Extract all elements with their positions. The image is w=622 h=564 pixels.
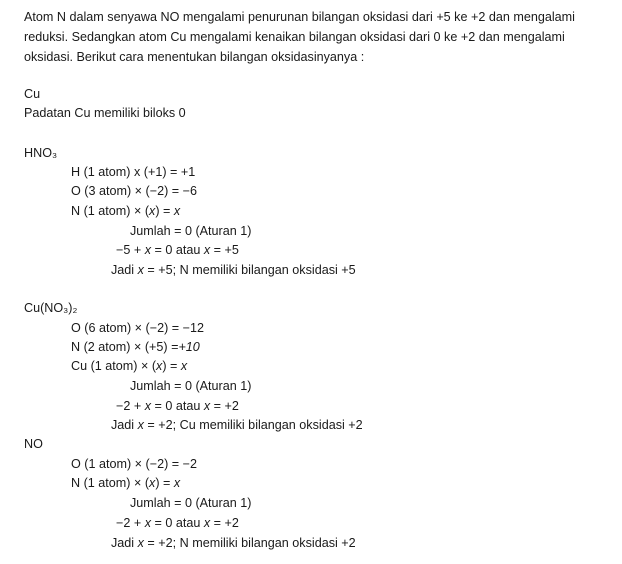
hno3-n-row <box>71 205 180 218</box>
cuno3-cu-row-var: x <box>156 359 163 373</box>
hno3-jumlah: Jumlah = 0 (Aturan 1) <box>130 224 252 238</box>
cuno3-jadi-var: x <box>137 418 144 432</box>
no-equation <box>116 517 239 530</box>
cuno3-jadi-end: = +2; Cu memiliki bilangan oksidasi +2 <box>143 418 363 432</box>
hno3-jadi-end: = +5; N memiliki bilangan oksidasi +5 <box>143 263 356 277</box>
cuno3-o-row: O (6 atom) × (−2) = −12 <box>71 321 204 335</box>
cuno3-n-row <box>71 341 200 354</box>
no-conclusion <box>111 537 356 550</box>
no-jadi-prefix: Jadi <box>111 536 138 550</box>
hno3-equation <box>116 244 239 257</box>
no-jadi-var: x <box>137 536 144 550</box>
no-heading: NO <box>24 437 43 451</box>
cuno3-eq-var: x <box>144 399 152 413</box>
cuno3-cu-row-end: x <box>180 359 188 373</box>
no-o-row: O (1 atom) × (−2) = −2 <box>71 457 197 471</box>
cuno3-conclusion <box>111 419 363 432</box>
no-jadi-end: = +2; N memiliki bilangan oksidasi +2 <box>143 536 356 550</box>
cuno3-cu-row-mid: ) = <box>162 359 181 373</box>
no-eq-end: = +2 <box>210 516 239 530</box>
no-eq-prefix: −2 + <box>116 516 145 530</box>
hno3-n-row-prefix: N (1 atom) × ( <box>71 204 150 218</box>
hno3-n-row-end: x <box>173 204 181 218</box>
hno3-jadi-var: x <box>137 263 144 277</box>
hno3-jadi-prefix: Jadi <box>111 263 138 277</box>
no-n-row-var: x <box>149 476 156 490</box>
cuno3-eq-end: = +2 <box>210 399 239 413</box>
cuno3-jumlah: Jumlah = 0 (Aturan 1) <box>130 379 252 393</box>
hno3-eq-end: = +5 <box>210 243 239 257</box>
cuno3-jadi-prefix: Jadi <box>111 418 138 432</box>
cuno3-n-row-text: N (2 atom) × (+5) = <box>71 340 179 354</box>
cuno3-heading: Cu(NO₃)₂ <box>24 301 78 315</box>
cuno3-cu-row <box>71 360 187 373</box>
no-n-row-end: x <box>173 476 181 490</box>
hno3-n-row-mid: ) = <box>155 204 174 218</box>
intro-line-2: reduksi. Sedangkan atom Cu mengalami kenaikan bilangan oksidasi dari 0 ke +2 dan mengalami <box>24 30 565 44</box>
no-jumlah: Jumlah = 0 (Aturan 1) <box>130 496 252 510</box>
cuno3-eq-var2: x <box>203 399 211 413</box>
cuno3-eq-mid: = 0 atau <box>151 399 204 413</box>
intro-line-1: Atom N dalam senyawa NO mengalami penurunan bilangan oksidasi dari +5 ke +2 dan mengalami <box>24 10 575 24</box>
cuno3-cu-row-prefix: Cu (1 atom) × ( <box>71 359 157 373</box>
hno3-heading: HNO₃ <box>24 146 58 160</box>
no-n-row-mid: ) = <box>155 476 174 490</box>
hno3-eq-prefix: −5 + <box>116 243 145 257</box>
hno3-h-row: H (1 atom) x (+1) = +1 <box>71 165 196 179</box>
cuno3-n-row-val: +10 <box>178 340 200 354</box>
hno3-eq-var: x <box>144 243 152 257</box>
cu-statement: Padatan Cu memiliki biloks 0 <box>24 106 186 120</box>
hno3-n-row-var: x <box>149 204 156 218</box>
hno3-eq-mid: = 0 atau <box>151 243 204 257</box>
cu-heading: Cu <box>24 87 41 101</box>
no-eq-var2: x <box>203 516 211 530</box>
hno3-conclusion <box>111 264 356 277</box>
hno3-eq-var2: x <box>203 243 211 257</box>
no-n-row <box>71 477 180 490</box>
cuno3-eq-prefix: −2 + <box>116 399 145 413</box>
hno3-o-row: O (3 atom) × (−2) = −6 <box>71 184 197 198</box>
no-n-row-prefix: N (1 atom) × ( <box>71 476 150 490</box>
no-eq-var: x <box>144 516 152 530</box>
intro-line-3: oksidasi. Berikut cara menentukan bilangan oksidasinyanya : <box>24 50 365 64</box>
no-eq-mid: = 0 atau <box>151 516 204 530</box>
cuno3-equation <box>116 400 239 413</box>
